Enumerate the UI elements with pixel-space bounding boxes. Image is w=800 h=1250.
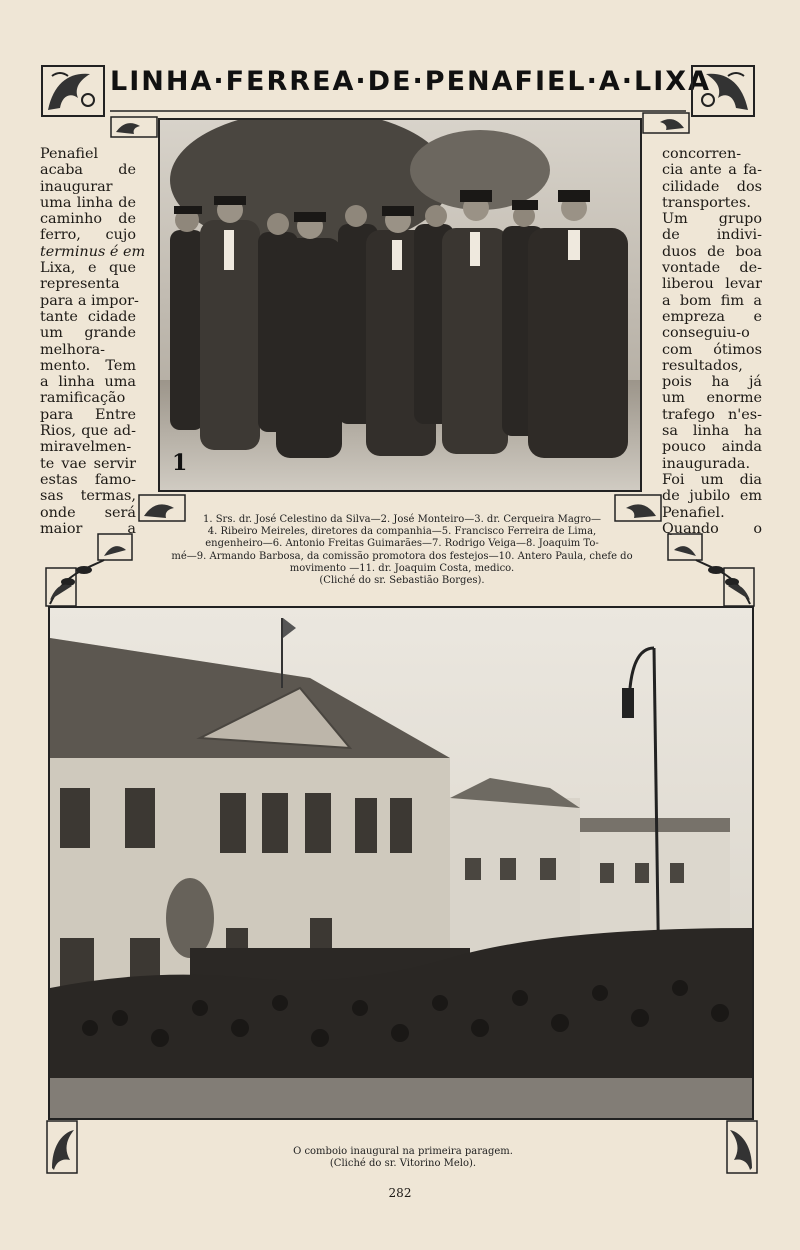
title-ornament-right bbox=[686, 62, 756, 118]
text-line: para Entre bbox=[40, 406, 136, 423]
corner-ornament-top-left bbox=[110, 116, 158, 138]
text-line: Quando o bbox=[662, 520, 762, 537]
text-line: onde será bbox=[40, 504, 136, 521]
text-line: ramificação bbox=[40, 390, 126, 407]
text-line: inaugurar bbox=[40, 178, 113, 195]
text-line: pois ha já bbox=[662, 374, 762, 391]
text-line: estas famo- bbox=[40, 471, 136, 488]
text-line: ferro, cujo bbox=[40, 227, 136, 244]
text-line: resultados, bbox=[662, 357, 743, 374]
text-line: a linha uma bbox=[40, 374, 136, 391]
text-line: um enorme bbox=[662, 390, 762, 407]
article-text-right-column bbox=[662, 146, 762, 537]
text-line: uma linha de bbox=[40, 194, 136, 211]
corner-ornament-bottom-left bbox=[46, 1120, 80, 1176]
caption-line: 4. Ribeiro Meireles, diretores da companhia—5. Francisco Ferreira de Lima, bbox=[207, 526, 597, 538]
caption-line: (Cliché do sr. Sebastião Borges). bbox=[319, 575, 485, 587]
caption-line: engenheiro—6. Antonio Freitas Guimarães—7. Rodrigo Veiga—8. Joaquim To- bbox=[205, 538, 599, 550]
text-line: Lixa, e que bbox=[40, 260, 136, 277]
photo-number-label: 1 bbox=[172, 450, 188, 476]
page-number: 282 bbox=[388, 1186, 412, 1200]
caption-line: (Cliché do sr. Vitorino Melo). bbox=[329, 1158, 477, 1170]
text-line: cia ante a fa- bbox=[662, 162, 762, 179]
text-line: de jubilo em bbox=[662, 488, 762, 505]
text-line: caminho de bbox=[40, 211, 136, 228]
text-line: miravelmen- bbox=[40, 439, 132, 456]
corner-ornament-top-right bbox=[642, 112, 690, 134]
text-line: concorren- bbox=[662, 146, 742, 162]
vine-ornament-right bbox=[656, 530, 756, 610]
text-line: pouco ainda bbox=[662, 439, 762, 456]
text-line: sas termas, bbox=[40, 488, 136, 505]
text-line: tante cidade bbox=[40, 308, 136, 325]
title-banner bbox=[40, 62, 756, 118]
station-crowd-caption bbox=[240, 1146, 566, 1170]
text-line: liberou levar bbox=[662, 276, 762, 293]
text-line: a bom fim a bbox=[662, 292, 762, 309]
group-portrait-photo bbox=[158, 118, 642, 492]
text-line: te vae servir bbox=[40, 455, 136, 472]
text-line: transportes. bbox=[662, 194, 751, 211]
caption-line: 1. Srs. dr. José Celestino da Silva—2. José Monteiro—3. dr. Cerqueira Magro— bbox=[202, 514, 602, 525]
text-line: representa bbox=[40, 276, 120, 293]
text-line: inaugurada. bbox=[662, 455, 751, 472]
station-crowd-photo bbox=[48, 606, 754, 1120]
article-text-left-column bbox=[40, 146, 146, 537]
title-underline-rule bbox=[110, 108, 686, 114]
text-line: duos de boa bbox=[662, 243, 762, 260]
station-crowd-illustration bbox=[50, 608, 752, 1118]
text-line: para a impor- bbox=[40, 292, 139, 309]
text-line: cilidade dos bbox=[662, 178, 762, 195]
text-line: com ótimos bbox=[662, 341, 762, 358]
text-line: trafego n'es- bbox=[662, 406, 762, 423]
corner-ornament-bottom-right bbox=[724, 1120, 758, 1176]
group-portrait-illustration bbox=[160, 120, 640, 490]
text-line: terminus é em bbox=[40, 243, 146, 260]
caption-line: movimento —11. dr. Joaquim Costa, medico. bbox=[289, 562, 515, 574]
text-line: sa linha ha bbox=[662, 423, 762, 440]
article-title: LINHA·FERREA·DE·PENAFIEL·A·LIXA bbox=[110, 66, 712, 97]
text-line: um grande bbox=[40, 325, 136, 342]
text-line: Penafiel bbox=[40, 146, 99, 162]
group-portrait-caption bbox=[160, 514, 644, 587]
text-line: Um grupo bbox=[662, 211, 762, 228]
text-line: Penafiel. bbox=[662, 504, 725, 521]
text-line: de indivi- bbox=[662, 227, 762, 244]
vine-ornament-left bbox=[44, 530, 144, 610]
text-line: maior a bbox=[40, 520, 136, 537]
text-line: conseguiu-o bbox=[662, 325, 750, 342]
text-line: mento. Tem bbox=[40, 357, 136, 374]
text-line: acaba de bbox=[40, 162, 136, 179]
text-line: empreza e bbox=[662, 308, 762, 325]
text-line: melhora- bbox=[40, 341, 106, 358]
caption-line: mé—9. Armando Barbosa, da comissão promotora dos festejos—10. Antero Paula, chefe do bbox=[171, 550, 633, 562]
text-line: Foi um dia bbox=[662, 471, 762, 488]
text-line: Rios, que ad- bbox=[40, 423, 136, 440]
title-ornament-left bbox=[40, 62, 110, 118]
caption-line: O comboio inaugural na primeira paragem. bbox=[293, 1146, 513, 1157]
text-line: vontade de- bbox=[662, 260, 762, 277]
